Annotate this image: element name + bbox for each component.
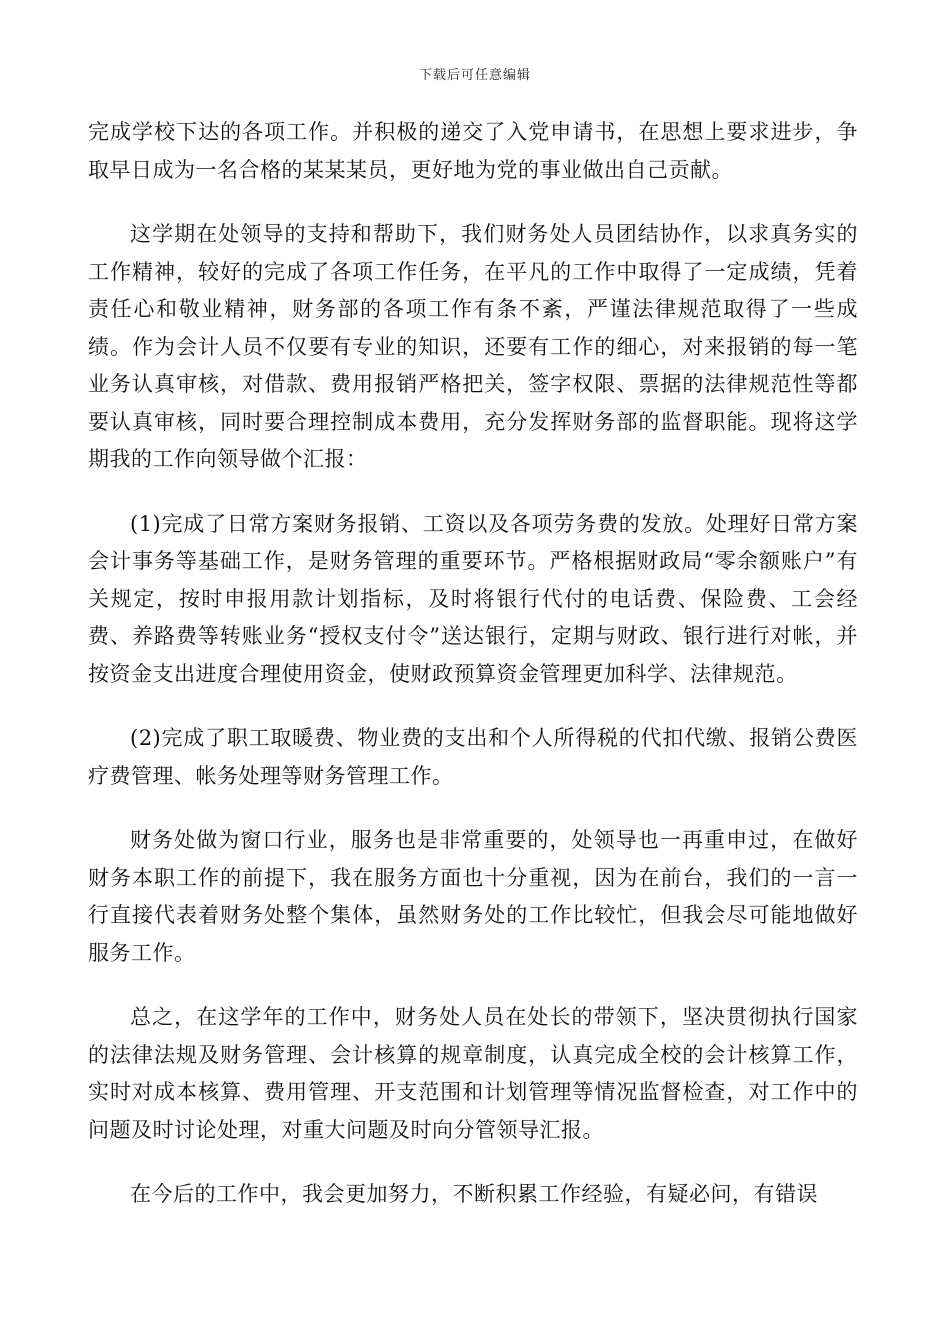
paragraph-6: 总之，在这学年的工作中，财务处人员在处长的带领下，坚决贯彻执行国家的法律法规及财务管理、会计核算的规章制度，认真完成全校的会计核算工作，实时对成本核算、费用管理、开支范围和计划管理等情况监督检查，对工作中的问题及时讨论处理，对重大问题及时向分管领导汇报。 — [88, 1005, 858, 1142]
paragraph-1: 完成学校下达的各项工作。并积极的递交了入党申请书，在思想上要求进步，争取早日成为一名合格的某某某员，更好地为党的事业做出自己贡献。 — [88, 120, 858, 182]
paragraph-2: 这学期在处领导的支持和帮助下，我们财务处人员团结协作，以求真务实的工作精神，较好的完成了各项工作任务，在平凡的工作中取得了一定成绩，凭着责任心和敬业精神，财务部的各项工作有条不紊，严谨法律规范取得了一些成绩。作为会计人员不仅要有专业的知识，还要有工作的细心，对来报销的每一笔业务认真审核，对借款、费用报销严格把关，签字权限、票据的法律规范性等都要认真审核，同时要合理控制成本费用，充分发挥财务部的监督职能。现将这学期我的工作向领导做个汇报： — [88, 222, 858, 471]
paragraph-4: (2)完成了职工取暖费、物业费的支出和个人所得税的代扣代缴、报销公费医疗费管理、帐务处理等财务管理工作。 — [88, 726, 858, 788]
paragraph-7: 在今后的工作中，我会更加努力，不断积累工作经验，有疑必问，有错误 — [130, 1182, 818, 1206]
page-header: 下载后可任意编辑 — [418, 68, 531, 83]
paragraph-3: (1)完成了日常方案财务报销、工资以及各项劳务费的发放。处理好日常方案会计事务等基础工作，是财务管理的重要环节。严格根据财政局“零余额账户”有关规定，按时申报用款计划指标，及时将银行代付的电话费、保险费、工会经费、养路费等转账业务“授权支付令”送达银行，定期与财政、银行进行对帐，并按资金支出进度合理使用资金，使财政预算资金管理更加科学、法律规范。 — [88, 511, 858, 686]
paragraph-5: 财务处做为窗口行业，服务也是非常重要的，处领导也一再重申过，在做好财务本职工作的前提下，我在服务方面也十分重视，因为在前台，我们的一言一行直接代表着财务处整个集体，虽然财务处的工作比较忙，但我会尽可能地做好服务工作。 — [88, 828, 858, 965]
document-body — [88, 114, 858, 1241]
